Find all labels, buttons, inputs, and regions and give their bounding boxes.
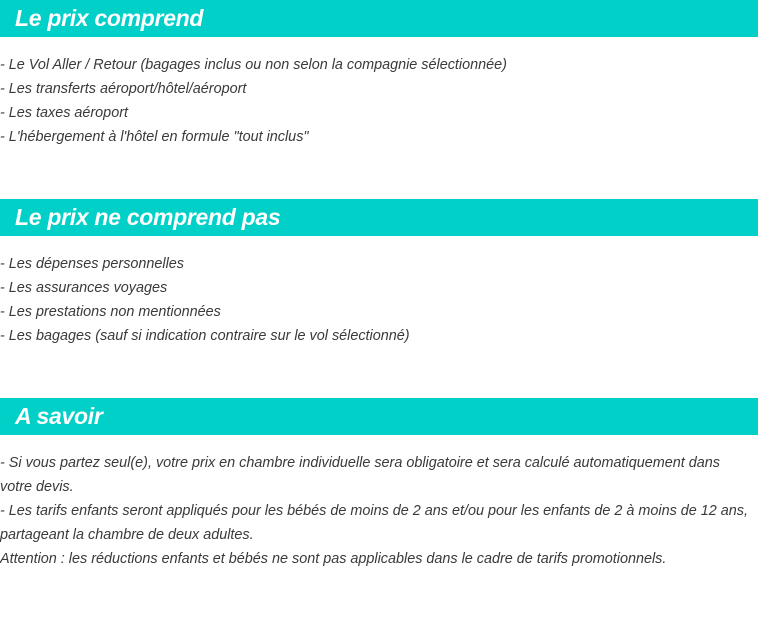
section-good-to-know [0,398,758,571]
list-item: - Les transferts aéroport/hôtel/aéroport [0,81,247,97]
section-body [0,451,758,571]
list-item: - Les prestations non mentionnées [0,304,221,320]
section-title: Le prix comprend [15,5,204,31]
section-body [0,252,758,348]
section-header [0,398,758,435]
section-title: Le prix ne comprend pas [15,204,281,230]
notice-text: Attention : les réductions enfants et bébés ne sont pas applicables dans le cadre de tarifs promotionnels. [0,551,667,567]
section-price-excludes [0,199,758,348]
section-title: A savoir [15,403,103,429]
list-item: - Le Vol Aller / Retour (bagages inclus ou non selon la compagnie sélectionnée) [0,57,507,73]
list-item: - Les bagages (sauf si indication contraire sur le vol sélectionné) [0,328,410,344]
list-item: - L'hébergement à l'hôtel en formule "tout inclus" [0,129,309,145]
section-body [0,53,758,149]
list-item: - Les assurances voyages [0,280,168,296]
section-header [0,199,758,236]
list-item: - Les tarifs enfants seront appliqués pour les bébés de moins de 2 ans et/ou pour les enfants de 2 à moins de 12 ans, partageant la chambre de deux adultes. [0,503,748,543]
section-price-includes [0,0,758,149]
list-item: - Si vous partez seul(e), votre prix en chambre individuelle sera obligatoire et sera calculé automatiquement dans votre devis. [0,455,720,495]
list-item: - Les dépenses personnelles [0,256,185,272]
list-item: - Les taxes aéroport [0,105,128,121]
section-header [0,0,758,37]
